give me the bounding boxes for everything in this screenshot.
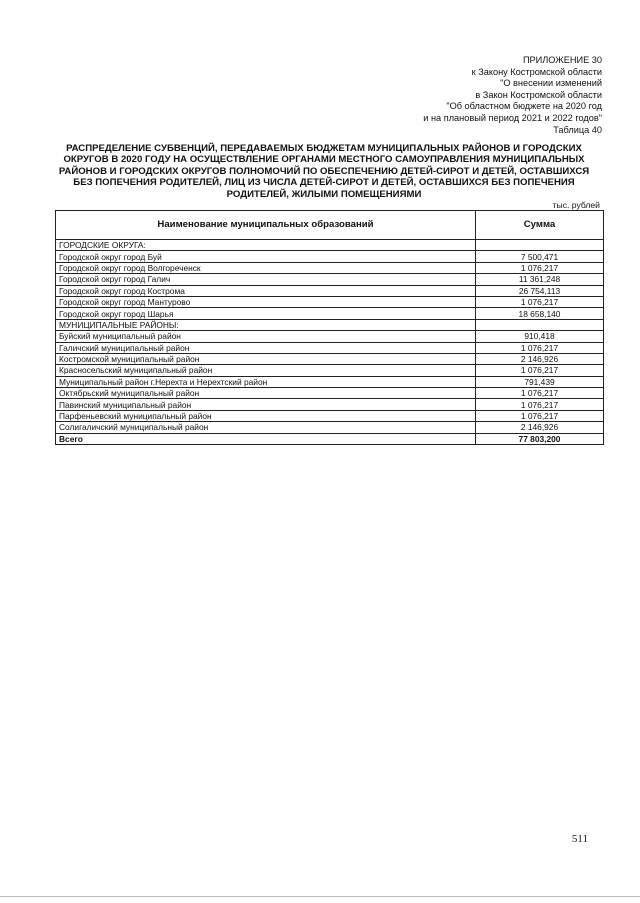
cell-name: Парфеньевский муниципальный район [56, 410, 476, 421]
header-line: в Закон Костромской области [475, 89, 602, 100]
cell-sum: 791,439 [476, 376, 604, 387]
table-row [56, 274, 604, 285]
cell-sum: 910,418 [476, 331, 604, 342]
column-header-name: Наименование муниципальных образований [56, 211, 476, 240]
table-row [56, 319, 604, 330]
subsidy-table [55, 210, 604, 445]
cell-sum: 1 076,217 [476, 262, 604, 273]
total-sum: 77 803,200 [476, 433, 604, 444]
table-row [56, 331, 604, 342]
table-row [56, 262, 604, 273]
cell-name: МУНИЦИПАЛЬНЫЕ РАЙОНЫ: [56, 319, 476, 330]
units-label: тыс. рублей [552, 200, 600, 210]
page-bottom-divider [0, 896, 640, 897]
table-row [56, 342, 604, 353]
cell-name: Городской округ город Шарья [56, 308, 476, 319]
table-row [56, 285, 604, 296]
cell-sum: 1 076,217 [476, 388, 604, 399]
cell-name: Буйский муниципальный район [56, 331, 476, 342]
table-row [56, 353, 604, 364]
cell-name: Городской округ город Буй [56, 251, 476, 262]
cell-sum: 2 146,926 [476, 422, 604, 433]
title-line: РАСПРЕДЕЛЕНИЕ СУБВЕНЦИЙ, ПЕРЕДАВАЕМЫХ БЮДЖЕТАМ МУНИЦИПАЛЬНЫХ РАЙОНОВ И ГОРОДСКИХ [66, 143, 582, 154]
cell-sum: 1 076,217 [476, 399, 604, 410]
table-row [56, 308, 604, 319]
table-row [56, 399, 604, 410]
document-title [48, 143, 600, 200]
cell-name: ГОРОДСКИЕ ОКРУГА: [56, 240, 476, 251]
table-row [56, 251, 604, 262]
header-line: к Закону Костромской области [471, 66, 602, 77]
header-line: и на плановый период 2021 и 2022 годов" [423, 112, 602, 123]
cell-sum: 18 658,140 [476, 308, 604, 319]
cell-name: Городской округ город Галич [56, 274, 476, 285]
cell-name: Городской округ город Волгореченск [56, 262, 476, 273]
table-row [56, 365, 604, 376]
header-line: Таблица 40 [553, 124, 602, 135]
cell-name: Красносельский муниципальный район [56, 365, 476, 376]
cell-sum [476, 319, 604, 330]
table-row [56, 422, 604, 433]
cell-sum: 2 146,926 [476, 353, 604, 364]
table-row [56, 296, 604, 307]
total-label: Всего [56, 433, 476, 444]
table-total-row [56, 433, 604, 444]
cell-sum: 1 076,217 [476, 365, 604, 376]
cell-name: Октябрьский муниципальный район [56, 388, 476, 399]
cell-sum: 1 076,217 [476, 296, 604, 307]
header-line: "О внесении изменений [500, 78, 602, 89]
table-row [56, 240, 604, 251]
table-row [56, 410, 604, 421]
cell-sum [476, 240, 604, 251]
title-line: БЕЗ ПОПЕЧЕНИЯ РОДИТЕЛЕЙ, ЛИЦ ИЗ ЧИСЛА ДЕТЕЙ-СИРОТ И ДЕТЕЙ, ОСТАВШИХСЯ БЕЗ ПОПЕЧЕНИЯ [73, 177, 575, 189]
column-header-sum: Сумма [476, 211, 604, 240]
cell-sum: 1 076,217 [476, 342, 604, 353]
cell-name: Костромской муниципальный район [56, 353, 476, 364]
title-line: ОКРУГОВ В 2020 ГОДУ НА ОСУЩЕСТВЛЕНИЕ ОРГАНАМИ МЕСТНОГО САМОУПРАВЛЕНИЯ МУНИЦИПАЛЬНЫХ [63, 154, 585, 166]
title-line: РАЙОНОВ И ГОРОДСКИХ ОКРУГОВ ПОЛНОМОЧИЙ ПО ОБЕСПЕЧЕНИЮ ДЕТЕЙ-СИРОТ И ДЕТЕЙ, ОСТАВШИХСЯ [58, 165, 590, 177]
page-number: 511 [571, 833, 588, 845]
document-header [423, 55, 602, 136]
header-line: ПРИЛОЖЕНИЕ 30 [522, 55, 602, 65]
cell-sum: 11 361,248 [476, 274, 604, 285]
table-header-row [56, 211, 604, 240]
table-row [56, 388, 604, 399]
cell-name: Павинский муниципальный район [56, 399, 476, 410]
cell-name: Городской округ город Мантурово [56, 296, 476, 307]
header-line: "Об областном бюджете на 2020 год [446, 101, 602, 112]
table-row [56, 376, 604, 387]
cell-name: Городской округ город Кострома [56, 285, 476, 296]
table-body [56, 240, 604, 445]
cell-sum: 7 500,471 [476, 251, 604, 262]
cell-name: Галичский муниципальный район [56, 342, 476, 353]
cell-name: Муниципальный район г.Нерехта и Нерехтский район [56, 376, 476, 387]
title-line: РОДИТЕЛЕЙ, ЖИЛЫМИ ПОМЕЩЕНИЯМИ [226, 188, 422, 200]
cell-sum: 26 754,113 [476, 285, 604, 296]
cell-name: Солигаличский муниципальный район [56, 422, 476, 433]
cell-sum: 1 076,217 [476, 410, 604, 421]
